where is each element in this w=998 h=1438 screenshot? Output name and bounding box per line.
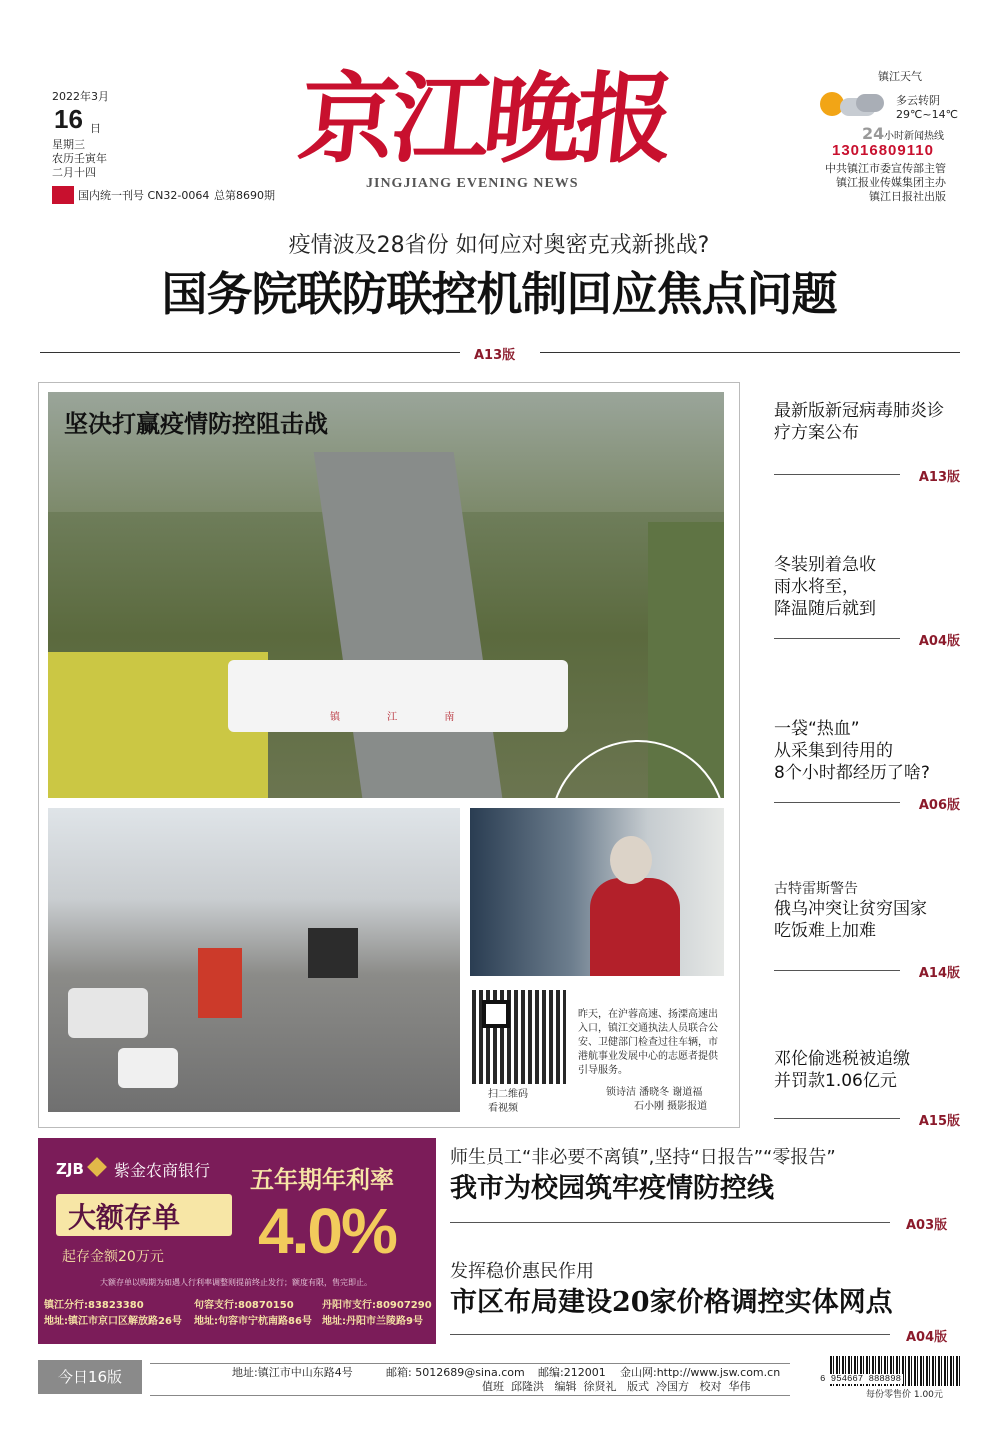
sidebar-title: 俄乌冲突让贫穷国家 吃饭难上加难 [774, 899, 927, 941]
sidebar-tag-row-1 [774, 470, 960, 494]
branch-2 [194, 1298, 318, 1330]
sidebar-tag: A04版 [918, 634, 960, 649]
date-day-suffix: 日 [90, 122, 101, 135]
sidebar-tag-row-5 [774, 1114, 960, 1138]
story-1[interactable] [450, 1146, 960, 1208]
branch-addr: 地址:镇江市京口区解放路26号 [44, 1316, 182, 1327]
footer-rule-bottom [150, 1395, 790, 1396]
photo-caption-title: 坚决打赢疫情防控阻击战 [64, 409, 328, 438]
org-publisher: 镇江日报社出版 [869, 190, 946, 203]
story-2-tag: A04版 [906, 1330, 948, 1345]
sidebar-tag-row-4 [774, 966, 960, 990]
branch-addr: 地址:句容市宁杭南路86号 [194, 1316, 312, 1327]
sidebar-tag: A06版 [918, 798, 960, 813]
checkpoint-photo [48, 808, 460, 1112]
photo-description: 昨天，在沪蓉高速、扬溧高速出入口，镇江交通执法人员联合公安、卫健部门检查过往车辆，市港航事业发展中心的志愿者提供引导服务。 [578, 1009, 718, 1076]
masthead-subtitle: JINGJIANG EVENING NEWS [366, 176, 579, 191]
story-kicker: 师生员工“非必要不离镇”,坚持“日报告”“零报告” [450, 1147, 836, 1168]
product-name: 大额存单 [68, 1201, 181, 1234]
footer-rule-top [150, 1363, 790, 1364]
branch-name: 丹阳市支行:80907290 [322, 1300, 432, 1311]
sidebar-rule [774, 970, 900, 971]
footer-address: 地址:镇江市中山东路4号 [232, 1366, 353, 1379]
story-title: 市区布局建设20家价格调控实体网点 [450, 1287, 893, 1318]
branch-addr: 地址:丹阳市兰陵路9号 [322, 1316, 423, 1327]
bank-logo-icon [87, 1157, 107, 1177]
qr-label-video: 看视频 [488, 1103, 518, 1114]
bank-prefix: ZJB [56, 1160, 84, 1178]
rate-label: 五年期年利率 [250, 1165, 394, 1194]
volunteer-photo [470, 808, 724, 976]
date-day: 16 [54, 104, 83, 134]
headline-rule-right [540, 352, 960, 353]
masthead-title: 京江晚报 [294, 62, 675, 177]
org-supervisor: 中共镇江市委宣传部主管 [825, 162, 946, 175]
hotline-label: 小时新闻热线 [884, 131, 944, 142]
min-amount: 起存金额20万元 [62, 1249, 164, 1265]
branch-name: 镇江分行:83823380 [44, 1300, 144, 1311]
date-lunar-day: 二月十四 [52, 166, 96, 179]
sidebar-rule [774, 638, 900, 639]
hotline-phone: 13016809110 [832, 142, 934, 159]
sidebar-tag: A15版 [918, 1114, 960, 1129]
aerial-photo [48, 392, 724, 798]
sidebar-rule [774, 802, 900, 803]
issue-number: 总第8690期 [214, 189, 275, 202]
date-weekday: 星期三 [52, 138, 85, 151]
sidebar-item-5[interactable] [774, 1048, 960, 1092]
footer-email: 邮箱: 5012689@sina.com [386, 1366, 525, 1379]
toll-booth-sign: 镇 江 南 [330, 712, 477, 723]
sidebar-item-2[interactable] [774, 554, 960, 620]
sidebar-item-3[interactable] [774, 718, 960, 784]
barcode-number: 6 954667 888898 [820, 1374, 902, 1384]
footer-staff: 值班 邱隆洪 编辑 徐贤礼 版式 冷国方 校对 华伟 [482, 1380, 751, 1393]
logo-icon [52, 186, 74, 204]
date-year-month: 2022年3月 [52, 90, 109, 103]
sidebar-tag: A14版 [918, 966, 960, 981]
story-title: 我市为校园筑牢疫情防控线 [450, 1173, 774, 1204]
footer-postcode: 邮编:212001 [538, 1366, 606, 1379]
org-sponsor: 镇江报业传媒集团主办 [836, 176, 946, 189]
sidebar-title: 最新版新冠病毒肺炎诊疗方案公布 [774, 401, 944, 443]
story-kicker: 发挥稳价惠民作用 [450, 1261, 594, 1282]
sidebar-title: 一袋“热血” 从采集到待用的 8个小时都经历了啥? [774, 719, 930, 783]
sidebar-rule [774, 1118, 900, 1119]
retail-price: 每份零售价 1.00元 [866, 1390, 943, 1400]
sidebar-tag: A13版 [918, 470, 960, 485]
sidebar-kicker: 古特雷斯警告 [774, 881, 858, 897]
pages-badge: 今日16版 [38, 1360, 142, 1394]
hotline-hours: 24 [862, 124, 885, 143]
date-lunar-year: 农历壬寅年 [52, 152, 107, 165]
footer-website[interactable]: 金山网:http://www.jsw.com.cn [620, 1366, 781, 1379]
sidebar-rule [774, 474, 900, 475]
story-2-rule [450, 1334, 890, 1335]
photo-credit-line1: 锁诗洁 潘晓冬 谢道福 [606, 1087, 703, 1098]
qr-label-scan: 扫二维码 [488, 1089, 528, 1100]
weather-temp: 29℃~14℃ [896, 108, 958, 121]
photo-credit-line2: 石小刚 摄影报道 [634, 1101, 708, 1112]
headline-kicker: 疫情波及28省份 如何应对奥密克戎新挑战? [288, 233, 710, 258]
bank-name: 紫金农商银行 [114, 1161, 211, 1180]
headline-rule-left [40, 352, 460, 353]
story-2[interactable] [450, 1260, 960, 1322]
story-1-tag: A03版 [906, 1218, 948, 1233]
sidebar-title: 冬装别着急收 雨水将至， 降温随后就到 [774, 555, 876, 619]
sidebar-title: 邓伦偷逃税被追缴 并罚款1.06亿元 [774, 1049, 910, 1091]
cloud-dark-icon [856, 94, 884, 112]
bank-ad[interactable] [38, 1138, 436, 1344]
qr-corner-icon [482, 1000, 510, 1028]
branch-name: 句容支行:80870150 [194, 1300, 294, 1311]
story-1-rule [450, 1222, 890, 1223]
branch-3 [322, 1298, 434, 1330]
sidebar-item-4[interactable] [774, 880, 960, 942]
sidebar-tag-row-3 [774, 798, 960, 822]
sidebar-item-1[interactable] [774, 400, 960, 444]
issn-number: 国内统一刊号 CN32-0064 [78, 189, 210, 202]
headline-page-tag: A13版 [474, 348, 516, 363]
branch-1 [44, 1298, 194, 1330]
rate-value: 4.0% [258, 1195, 396, 1267]
weather-condition: 多云转阴 [896, 94, 940, 107]
ad-disclaimer: 大额存单以购期为如遇人行利率调整则提前终止发行；额度有限，售完即止。 [100, 1278, 372, 1287]
headline-main: 国务院联防联控机制回应焦点问题 [161, 267, 837, 321]
weather-label: 镇江天气 [878, 70, 922, 83]
sidebar-tag-row-2 [774, 634, 960, 658]
